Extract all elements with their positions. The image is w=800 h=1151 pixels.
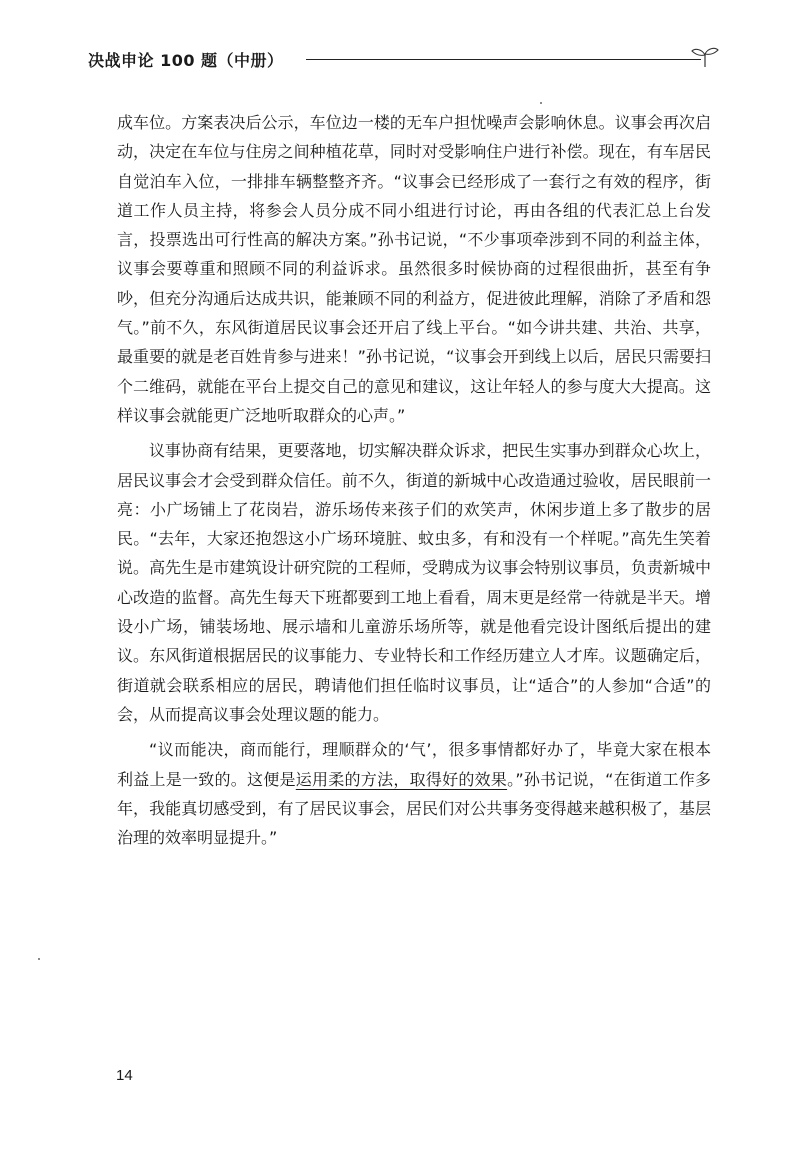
underlined-phrase: 运用柔的方法，取得好的效果 (295, 769, 508, 789)
scan-speck (540, 102, 542, 104)
paragraph-text: 议事协商有结果，更要落地，切实解决群众诉求，把民生实事办到群众心坎上，居民议事会才会受到群众信任。前不久，街道的新城中心改造通过验收，居民眼前一亮：小广场铺上了花岗岩，游乐场传来孩子们的欢笑声，休闲步道上多了散步的居民。“去年，大家还抱怨这小广场环境脏、蚊虫多，有和没有一个样呢。”高先生笑着说。高先生是市建筑设计研究院的工程师，受聘成为议事会特别议事员，负责新城中心改造的监督。高先生每天下班都要到工地上看看，周末更是经常一待就是半天。增设小广场，铺装场地、展示墙和儿童游乐场所等，就是他看完设计图纸后提出的建议。东风街道根据居民的议事能力、专业特长和工作经历建立人才库。议题确定后，街道就会联系相应的居民，聘请他们担任临时议事员，让“适合”的人参加“合适”的会，从而提高议事会处理议题的能力。 (117, 441, 711, 724)
paragraph-text: 。”孙书记说，“在街道工作多年，我能真切感受到，有了居民议事会，居民们对公共事务变得越来越积极了，基层治理的效率明显提升。” (117, 769, 711, 848)
body-paragraph (117, 436, 711, 729)
body-paragraph (117, 108, 711, 430)
sprout-icon (690, 46, 720, 68)
book-title: 决战申论 100 题（中册） (88, 51, 284, 70)
paragraph-text: “议而能决，商而能行，理顺群众的‘气’，很多事情都好办了，毕竟大家在根本利益上是一致的。这便是 (117, 740, 711, 789)
page-number: 14 (116, 1067, 133, 1084)
body-paragraph (117, 735, 711, 852)
scan-speck (38, 958, 40, 960)
running-header (88, 46, 728, 76)
paragraph-text: 成车位。方案表决后公示，车位边一楼的无车户担忧噪声会影响休息。议事会再次启动，决定在车位与住房之间种植花草，同时对受影响住户进行补偿。现在，有车居民自觉泊车入位，一排排车辆整整齐齐。“议事会已经形成了一套行之有效的程序，街道工作人员主持，将参会人员分成不同小组进行讨论，再由各组的代表汇总上台发言，投票选出可行性高的解决方案。”孙书记说，“不少事项牵涉到不同的利益主体，议事会要尊重和照顾不同的利益诉求。虽然很多时候协商的过程很曲折，甚至有争吵，但充分沟通后达成共识，能兼顾不同的利益方，促进彼此理解，消除了矛盾和怨气。”前不久，东风街道居民议事会还开启了线上平台。“如今讲共建、共治、共享，最重要的就是老百姓肯参与进来！”孙书记说，“议事会开到线上以后，居民只需要扫个二维码，就能在平台上提交自己的意见和建议，这让年轻人的参与度大大提高。这样议事会就能更广泛地听取群众的心声。” (117, 113, 711, 425)
article-body (117, 108, 711, 858)
header-rule (306, 59, 701, 60)
